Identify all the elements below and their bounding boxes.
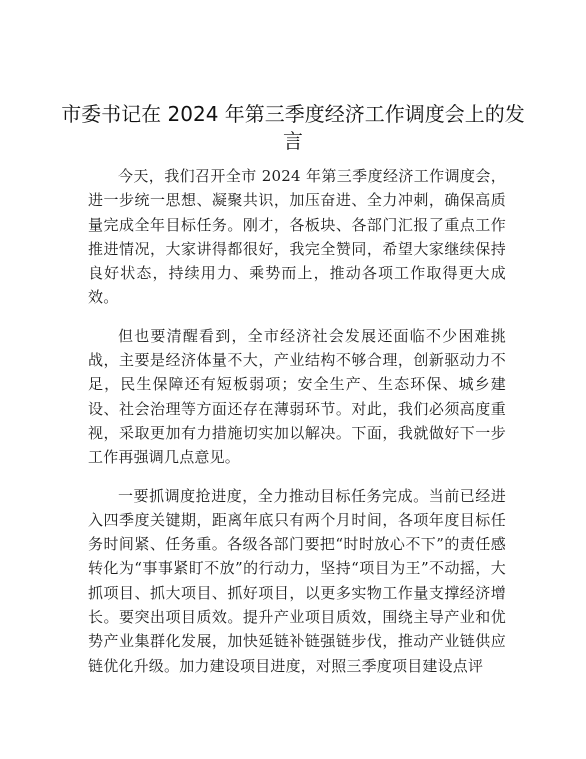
- paragraph-point-one: 一要抓调度抢进度，全力推动目标任务完成。当前已经进入四季度关键期，距离年底只有两个月时间，各项年度目标任务时间紧、任务重。各级各部门要把“时时放心不下”的责任感转化为“事事紧盯不放”的行动力，坚持“项目为王”不动摇，大抓项目、抓大项目、抓好项目，以更多实物工作量支撑经济增长。要突出项目质效。提升产业项目质效，围绕主导产业和优势产业集群化发展，加快延链补链强链步伐，推动产业链供应链优化升级。加力建设项目进度，对照三季度项目建设点评: [88, 486, 506, 675]
- paragraph-challenges: 但也要清醒看到，全市经济社会发展还面临不少困难挑战，主要是经济体量不大，产业结构不够合理，创新驱动力不足，民生保障还有短板弱项；安全生产、生态环保、城乡建设、社会治理等方面还存在薄弱环节。对此，我们必须高度重视，采取更加有力措施切实加以解决。下面，我就做好下一步工作再强调几点意见。: [88, 326, 506, 467]
- document-title: 市委书记在 2024 年第三季度经济工作调度会上的发言: [61, 102, 525, 153]
- document-body: [88, 164, 506, 692]
- paragraph-opening: 今天，我们召开全市 2024 年第三季度经济工作调度会，进一步统一思想、凝聚共识，加压奋进、全力冲刺，确保高质量完成全年目标任务。刚才，各板块、各部门汇报了重点工作推进情况，大家讲得都很好，我完全赞同，希望大家继续保持良好状态，持续用力、乘势而上，推动各项工作取得更大成效。: [88, 167, 506, 307]
